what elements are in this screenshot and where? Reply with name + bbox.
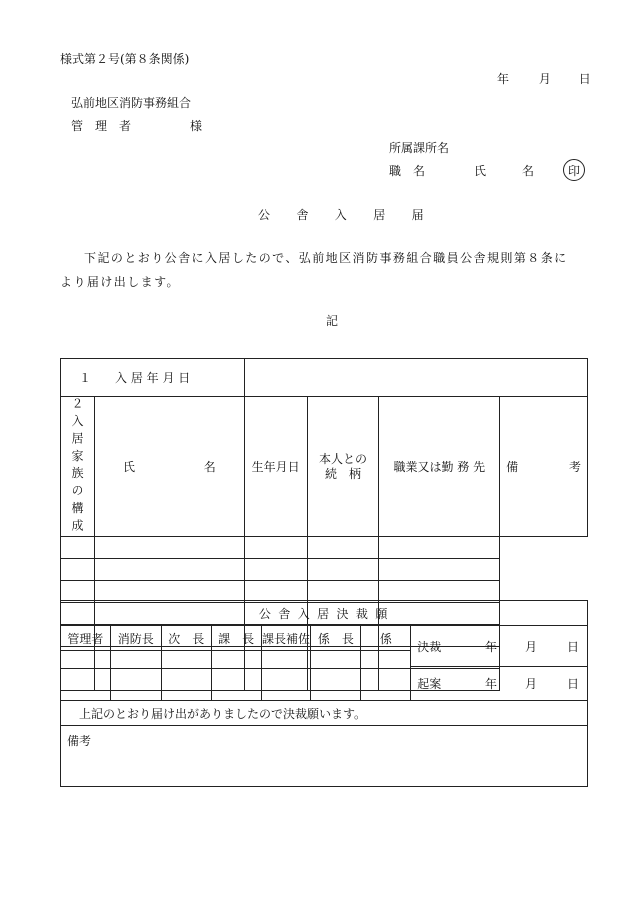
recipient-org: 弘前地区消防事務組合 [71,96,192,110]
date-day: 日 [578,72,591,86]
approval-table [60,600,588,787]
kessai-label: 決裁 [417,639,442,654]
move-in-value[interactable] [244,359,587,397]
date-line [497,73,591,85]
family-cell[interactable] [94,537,244,559]
family-cell[interactable] [61,537,95,559]
col-note-b: 考 [568,460,581,475]
col-relation [307,397,379,537]
approval-stamp-cell[interactable] [211,651,261,701]
body-text-1: 下記のとおり公舎に入居したので、弘前地区消防事務組合職員公舎規則第８条に [84,251,568,265]
ki-label: 記 [326,314,339,328]
approval-stamp-cell[interactable] [311,651,361,701]
family-cell[interactable] [379,537,500,559]
family-side-label-text: ２入居家族の構成 [69,397,84,537]
approval-role: 係 長 [311,626,361,651]
applicant-dept: 所属課所名 [389,141,450,155]
approval-role: 課 長 [211,626,261,651]
move-in-row [61,359,588,397]
move-in-label-text: １ 入 居 年 月 日 [79,371,191,385]
family-cell[interactable] [61,559,95,581]
recipient-honorific: 様 [190,119,203,133]
approval-title: 公 舎 入 居 決 裁 願 [61,601,588,626]
form-id: 様式第２号(第８条関係) [60,52,190,66]
applicant-name-a: 氏 [474,164,487,178]
kian-label: 起案 [417,677,442,691]
kian-month: 月 [524,677,537,691]
col-relation-2: 続 柄 [325,466,362,481]
recipient-title: 管 理 者 [71,119,132,133]
date-month: 月 [538,72,551,86]
approval-role: 消防長 [110,626,161,651]
family-cell[interactable] [307,559,379,581]
family-cell[interactable] [244,537,307,559]
col-note [500,397,588,537]
family-cell[interactable] [94,559,244,581]
family-cell[interactable] [244,559,307,581]
approval-role: 課長補佐 [261,626,311,651]
approval-roles-row [61,626,588,651]
kian-year: 年 [484,677,497,691]
kessai-month: 月 [524,639,537,654]
family-cell[interactable] [379,559,500,581]
approval-role: 係 [361,626,411,651]
family-row [61,537,588,559]
col-job: 職業又は勤 務 先 [379,397,500,537]
date-year: 年 [497,72,510,86]
family-side-label [61,397,95,537]
approval-stamp-cell[interactable] [261,651,311,701]
approval-stamp-cell[interactable] [61,651,111,701]
remarks-cell[interactable] [61,726,588,787]
kessai-cell[interactable] [411,626,588,667]
approval-role: 管理者 [61,626,111,651]
applicant-post: 職 名 [389,164,426,178]
family-row [61,559,588,581]
move-in-label [61,359,245,397]
col-name-b: 名 [203,460,216,475]
approval-stamp-cell[interactable] [110,651,161,701]
seal-mark [563,159,585,181]
col-birth: 生年月日 [244,397,307,537]
approval-title-row [61,601,588,626]
remarks-label: 備考 [67,734,92,748]
kessai-day: 日 [566,639,579,654]
kessai-year: 年 [484,639,497,654]
approval-note: 上記のとおり届け出がありましたので決裁願います。 [61,701,588,726]
family-header-row [61,397,588,537]
body-text-2: より届け出します。 [60,275,181,289]
family-cell[interactable] [307,537,379,559]
approval-stamp-cell[interactable] [361,651,411,701]
approval-stamp-cell[interactable] [161,651,211,701]
col-relation-1: 本人との [319,452,368,467]
col-name-a: 氏 [122,460,135,475]
col-note-a: 備 [506,460,519,475]
approval-note-row [61,701,588,726]
applicant-name-b: 名 [522,164,535,178]
seal-text: 印 [567,163,580,178]
remarks-row [61,726,588,787]
approval-role: 次 長 [161,626,211,651]
kian-cell[interactable] [411,667,588,701]
kian-day: 日 [566,677,579,691]
col-name [94,397,244,537]
doc-title: 公 舎 入 居 届 [258,208,431,222]
